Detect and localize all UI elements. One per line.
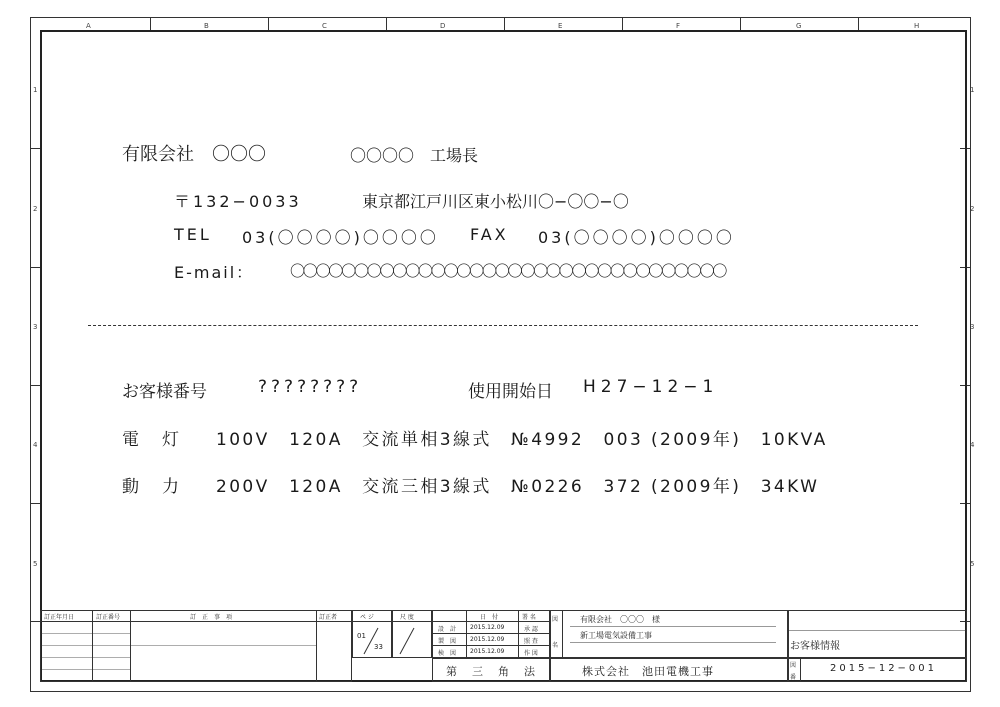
column-tick bbox=[622, 17, 623, 30]
column-tick bbox=[150, 17, 151, 30]
slash-marks bbox=[352, 622, 432, 658]
top-border-line bbox=[30, 17, 970, 18]
date-sign-col bbox=[466, 610, 467, 658]
design-date: 2015.12.09 bbox=[470, 624, 505, 631]
revision-col-line bbox=[130, 610, 131, 682]
draft-label: 製 図 bbox=[438, 638, 457, 645]
column-tick bbox=[740, 17, 741, 30]
section-divider bbox=[88, 325, 918, 326]
revision-col-line bbox=[316, 610, 317, 682]
page-label: ペ ジ bbox=[360, 614, 374, 621]
drawing-fig-label: 図 bbox=[790, 662, 797, 669]
row-tick bbox=[30, 385, 40, 386]
check-label: 検 図 bbox=[438, 650, 457, 657]
drawing-num-label: 番 bbox=[790, 674, 797, 681]
row-marker: 5 bbox=[970, 560, 975, 568]
row-marker: 4 bbox=[33, 441, 38, 449]
row-marker: 2 bbox=[33, 205, 38, 213]
column-marker: C bbox=[322, 22, 327, 30]
revision-item-header: 訂 正 事 項 bbox=[190, 614, 233, 621]
lighting-spec: 100V 120A 交流単相3線式 №4992 003 (2009年) 10KVA bbox=[216, 430, 828, 450]
draft-date: 2015.12.09 bbox=[470, 636, 505, 643]
power-label: 動 力 bbox=[122, 477, 182, 497]
fax-number: 03(〇〇〇〇)〇〇〇〇 bbox=[538, 228, 735, 247]
project-underline bbox=[570, 642, 776, 643]
row-marker: 3 bbox=[970, 323, 975, 331]
drawing-title: お客様情報 bbox=[790, 641, 840, 652]
lighting-label: 電 灯 bbox=[122, 430, 182, 450]
drawn-label: 作 図 bbox=[524, 650, 538, 657]
revision-author-header: 訂正者 bbox=[319, 614, 338, 621]
column-marker: F bbox=[676, 22, 681, 30]
column-marker: G bbox=[796, 22, 802, 30]
revision-row-line bbox=[40, 645, 130, 646]
design-label: 設 計 bbox=[438, 626, 457, 633]
name-label: 名 bbox=[552, 642, 559, 649]
revision-number-header: 訂正番号 bbox=[96, 614, 121, 621]
revision-row-line bbox=[40, 657, 130, 658]
bottom-border-line bbox=[30, 691, 970, 692]
project-underline bbox=[570, 626, 776, 627]
contractor-name: 株式会社 池田電機工事 bbox=[582, 665, 714, 678]
row-marker: 4 bbox=[970, 441, 975, 449]
fig-label: 図 bbox=[552, 616, 559, 623]
column-marker: B bbox=[204, 22, 209, 30]
project-client: 有限会社 〇〇〇 様 bbox=[580, 615, 660, 624]
revision-row-line bbox=[130, 645, 316, 646]
column-marker: H bbox=[914, 22, 920, 30]
start-date-label: 使用開始日 bbox=[468, 382, 553, 402]
projection-method: 第 三 角 法 bbox=[446, 665, 537, 678]
review-label: 照 査 bbox=[524, 638, 538, 645]
revision-row-line bbox=[40, 669, 130, 670]
revision-date-header: 訂正年月日 bbox=[44, 614, 75, 621]
drawing-number-col bbox=[800, 658, 801, 682]
row-tick bbox=[30, 267, 40, 268]
tel-label: TEL bbox=[174, 225, 212, 244]
left-border-line bbox=[30, 17, 31, 692]
drawing-number: 2015−12−001 bbox=[830, 663, 938, 674]
customer-number: ???????? bbox=[258, 377, 363, 397]
tel-number: 03(〇〇〇〇)〇〇〇〇 bbox=[242, 228, 439, 247]
date-sign-line bbox=[432, 633, 550, 634]
drawing-frame bbox=[40, 30, 967, 682]
company-name: 有限会社 〇〇〇 bbox=[122, 144, 266, 165]
start-date: H27−12−1 bbox=[583, 377, 719, 397]
column-marker: A bbox=[86, 22, 91, 30]
date-sign-line bbox=[432, 645, 550, 646]
right-border-line bbox=[970, 17, 971, 692]
row-tick bbox=[30, 503, 40, 504]
approve-label: 承 認 bbox=[524, 626, 538, 633]
date-sign-col bbox=[518, 610, 519, 658]
project-subtitle: 新工場電気設備工事 bbox=[580, 631, 652, 640]
column-tick bbox=[858, 17, 859, 30]
row-tick bbox=[30, 621, 40, 622]
revision-row-line bbox=[40, 633, 130, 634]
revision-header-line bbox=[40, 621, 352, 622]
check-date: 2015.12.09 bbox=[470, 648, 505, 655]
page-value: 01 bbox=[357, 632, 366, 640]
customer-number-label: お客様番号 bbox=[122, 382, 207, 402]
row-marker: 1 bbox=[33, 86, 38, 94]
column-marker: E bbox=[558, 22, 563, 30]
page-total: 33 bbox=[374, 643, 383, 651]
street-address: 東京都江戸川区東小松川〇−〇〇−〇 bbox=[362, 192, 629, 211]
email-address: 〇〇〇〇〇〇〇〇〇〇〇〇〇〇〇〇〇〇〇〇〇〇〇〇〇〇〇〇〇〇〇〇〇〇 bbox=[290, 262, 726, 280]
project-col-line bbox=[562, 610, 563, 658]
row-marker: 3 bbox=[33, 323, 38, 331]
column-marker: D bbox=[440, 22, 446, 30]
date-header: 日 付 bbox=[480, 614, 499, 621]
drawing-title-line bbox=[788, 630, 967, 631]
row-marker: 5 bbox=[33, 560, 38, 568]
column-tick bbox=[504, 17, 505, 30]
power-spec: 200V 120A 交流三相3線式 №0226 372 (2009年) 34KW bbox=[216, 477, 820, 497]
row-marker: 2 bbox=[970, 205, 975, 213]
sign-header: 署 名 bbox=[522, 614, 536, 621]
date-sign-line bbox=[432, 621, 550, 622]
column-tick bbox=[268, 17, 269, 30]
fax-label: FAX bbox=[470, 225, 509, 244]
row-marker: 1 bbox=[970, 86, 975, 94]
email-label: E-mail： bbox=[174, 263, 255, 282]
revision-col-line bbox=[92, 610, 93, 682]
column-tick bbox=[386, 17, 387, 30]
postal-code: 〒132−0033 bbox=[174, 192, 302, 211]
scale-label: 尺 度 bbox=[400, 614, 414, 621]
row-tick bbox=[30, 148, 40, 149]
contact-person: 〇〇〇〇 工場長 bbox=[350, 146, 479, 165]
